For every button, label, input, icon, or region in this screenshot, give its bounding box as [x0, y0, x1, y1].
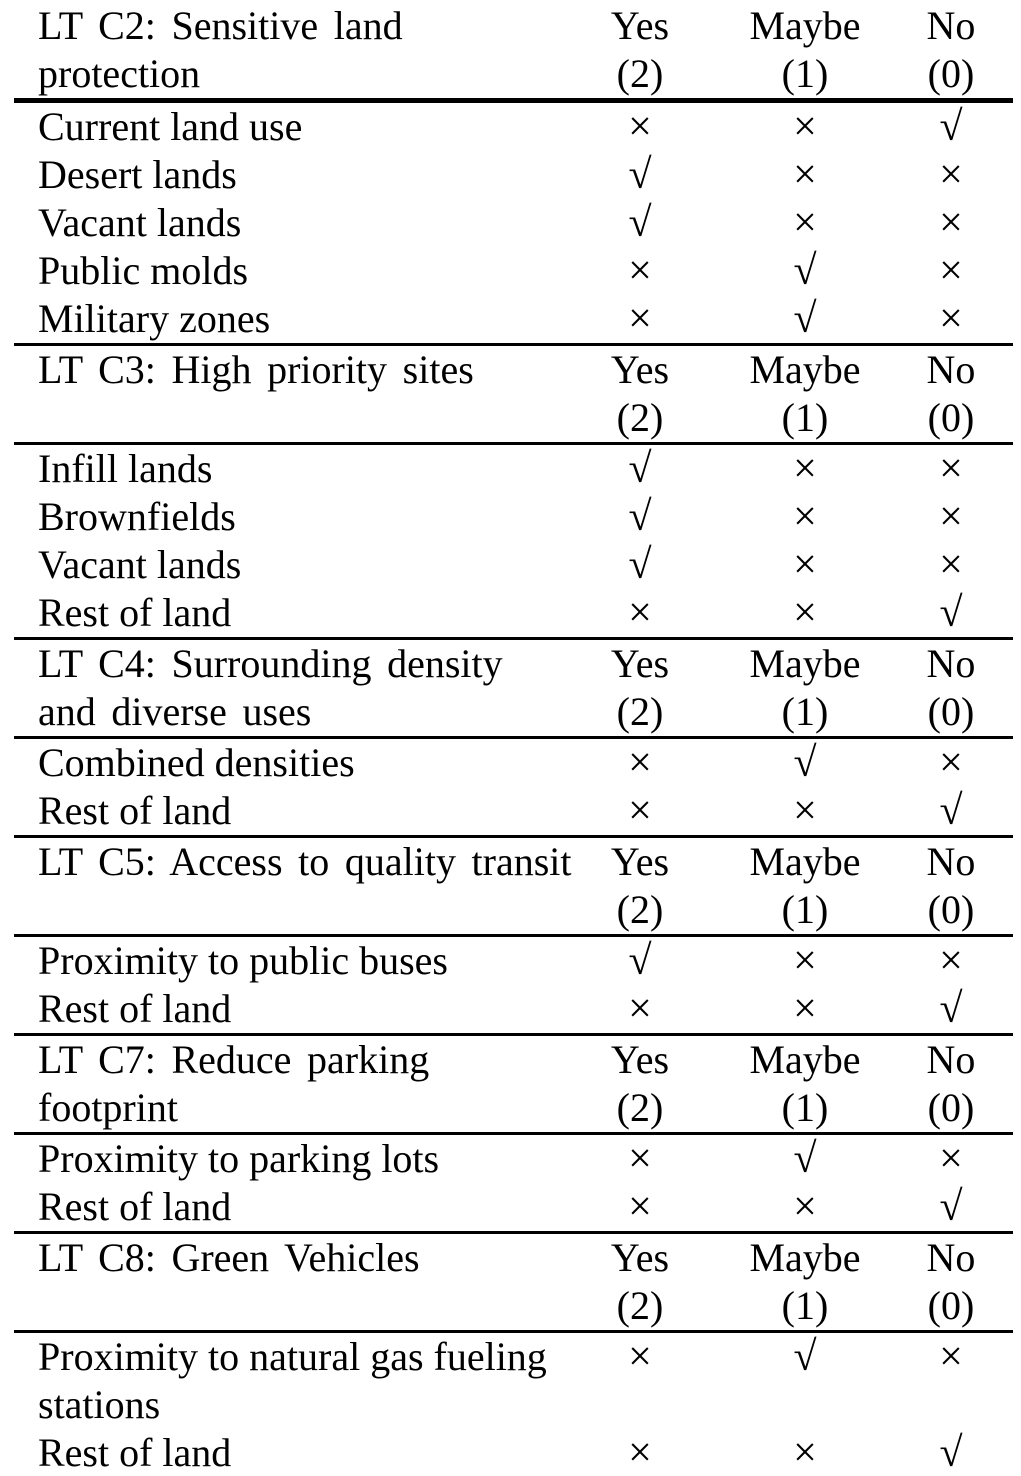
section-header: [0, 1234, 1021, 1330]
answer-column-label: No: [926, 641, 976, 686]
mark-cross: [705, 1429, 905, 1476]
section-title: LT C3: High priority sites: [38, 347, 474, 392]
answer-column-header: [905, 346, 1021, 442]
cross-icon: ×: [939, 296, 963, 342]
mark-check: [705, 1333, 905, 1381]
cross-icon: ×: [793, 542, 817, 588]
answer-column-score: (0): [927, 51, 975, 96]
answer-column-label: No: [926, 1037, 976, 1082]
row-label: Rest of land: [38, 1430, 232, 1475]
answer-column-label: Yes: [610, 1037, 670, 1082]
check-icon: √: [793, 296, 817, 342]
check-icon: √: [939, 590, 963, 636]
table-row: [0, 1333, 1021, 1429]
check-icon: √: [628, 152, 652, 198]
answer-column-score: (0): [927, 395, 975, 440]
answer-column-label: No: [926, 3, 976, 48]
answer-column-header: [575, 838, 705, 934]
table-row: [0, 199, 1021, 247]
table-row: [0, 541, 1021, 589]
row-label: Military zones: [38, 296, 271, 341]
answer-column-header: [705, 346, 905, 442]
answer-column-header: [905, 640, 1021, 736]
mark-check: [575, 493, 705, 541]
check-icon: √: [939, 1184, 963, 1230]
table-row: [0, 1135, 1021, 1183]
answer-column-score: (2): [616, 887, 664, 932]
table-row: [0, 445, 1021, 493]
mark-cross: [905, 247, 1021, 295]
cross-icon: ×: [793, 152, 817, 198]
cross-icon: ×: [939, 152, 963, 198]
cross-icon: ×: [793, 590, 817, 636]
table-row: [0, 151, 1021, 199]
table-row: [0, 937, 1021, 985]
mark-cross: [905, 199, 1021, 247]
mark-cross: [705, 937, 905, 985]
cross-icon: ×: [628, 740, 652, 786]
answer-column-score: (1): [781, 1283, 829, 1328]
section-header: [0, 1036, 1021, 1132]
row-label: Current land use: [38, 104, 303, 149]
mark-cross: [905, 541, 1021, 589]
cross-icon: ×: [939, 1136, 963, 1182]
row-label: Proximity to natural gas fueling stations: [38, 1334, 547, 1427]
answer-column-score: (1): [781, 1085, 829, 1130]
answer-column-score: (1): [781, 51, 829, 96]
criteria-section: [0, 2, 1021, 346]
mark-check: [905, 1183, 1021, 1231]
cross-icon: ×: [628, 590, 652, 636]
mark-cross: [705, 103, 905, 151]
answer-column-label: No: [926, 347, 976, 392]
answer-column-label: Maybe: [749, 641, 861, 686]
mark-cross: [705, 787, 905, 835]
section-header: [0, 838, 1021, 934]
section-title: LT C7: Reduce parking footprint: [38, 1037, 430, 1130]
mark-check: [905, 103, 1021, 151]
cross-icon: ×: [628, 1136, 652, 1182]
cross-icon: ×: [939, 542, 963, 588]
cross-icon: ×: [939, 200, 963, 246]
mark-cross: [705, 445, 905, 493]
table-row: [0, 1429, 1021, 1476]
table-row: [0, 787, 1021, 835]
answer-column-header: [905, 1234, 1021, 1330]
cross-icon: ×: [793, 986, 817, 1032]
section-header: [0, 640, 1021, 736]
table-row: [0, 985, 1021, 1033]
mark-cross: [575, 247, 705, 295]
answer-column-label: No: [926, 1235, 976, 1280]
check-icon: √: [628, 494, 652, 540]
row-label: Rest of land: [38, 986, 232, 1031]
answer-column-label: Yes: [610, 3, 670, 48]
mark-check: [575, 151, 705, 199]
table-row: [0, 295, 1021, 343]
answer-column-header: [905, 2, 1021, 98]
mark-cross: [905, 1333, 1021, 1381]
answer-column-label: Maybe: [749, 347, 861, 392]
section-header: [0, 2, 1021, 98]
answer-column-label: Yes: [610, 839, 670, 884]
answer-column-header: [575, 346, 705, 442]
mark-cross: [705, 1183, 905, 1231]
mark-cross: [575, 787, 705, 835]
cross-icon: ×: [793, 104, 817, 150]
check-icon: √: [793, 1136, 817, 1182]
cross-icon: ×: [628, 248, 652, 294]
cross-icon: ×: [939, 248, 963, 294]
answer-column-label: Maybe: [749, 839, 861, 884]
mark-cross: [575, 1135, 705, 1183]
table-row: [0, 103, 1021, 151]
answer-column-label: Yes: [610, 347, 670, 392]
answer-column-label: Yes: [610, 1235, 670, 1280]
answer-column-score: (2): [616, 689, 664, 734]
cross-icon: ×: [939, 740, 963, 786]
mark-cross: [705, 493, 905, 541]
answer-column-label: Yes: [610, 641, 670, 686]
row-label: Combined densities: [38, 740, 355, 785]
answer-column-label: Maybe: [749, 1235, 861, 1280]
cross-icon: ×: [793, 1430, 817, 1476]
answer-column-header: [575, 1234, 705, 1330]
row-label: Proximity to parking lots: [38, 1136, 440, 1181]
criteria-section: [0, 1234, 1021, 1476]
cross-icon: ×: [628, 1430, 652, 1476]
check-icon: √: [793, 1334, 817, 1380]
cross-icon: ×: [939, 1334, 963, 1380]
answer-column-score: (1): [781, 887, 829, 932]
answer-column-score: (1): [781, 689, 829, 734]
cross-icon: ×: [628, 788, 652, 834]
cross-icon: ×: [793, 446, 817, 492]
check-icon: √: [939, 104, 963, 150]
row-label: Rest of land: [38, 590, 232, 635]
table-row: [0, 247, 1021, 295]
answer-column-label: Maybe: [749, 3, 861, 48]
check-icon: √: [939, 788, 963, 834]
criteria-section: [0, 346, 1021, 640]
answer-column-score: (2): [616, 1283, 664, 1328]
mark-cross: [905, 151, 1021, 199]
row-label: Vacant lands: [38, 542, 242, 587]
check-icon: √: [628, 446, 652, 492]
row-label: Rest of land: [38, 788, 232, 833]
mark-cross: [705, 151, 905, 199]
mark-check: [705, 739, 905, 787]
row-label: Public molds: [38, 248, 249, 293]
mark-check: [575, 541, 705, 589]
mark-check: [575, 199, 705, 247]
answer-column-score: (1): [781, 395, 829, 440]
answer-column-label: Maybe: [749, 1037, 861, 1082]
mark-cross: [575, 739, 705, 787]
answer-column-score: (0): [927, 887, 975, 932]
mark-check: [905, 985, 1021, 1033]
cross-icon: ×: [793, 494, 817, 540]
mark-cross: [705, 589, 905, 637]
cross-icon: ×: [793, 1184, 817, 1230]
mark-cross: [575, 1333, 705, 1381]
table-row: [0, 589, 1021, 637]
criteria-section: [0, 1036, 1021, 1234]
check-icon: √: [628, 542, 652, 588]
criteria-table: [0, 2, 1021, 1476]
check-icon: √: [628, 938, 652, 984]
answer-column-score: (0): [927, 1283, 975, 1328]
criteria-section: [0, 640, 1021, 838]
answer-column-header: [705, 640, 905, 736]
answer-column-header: [705, 1036, 905, 1132]
mark-cross: [905, 937, 1021, 985]
mark-check: [905, 589, 1021, 637]
mark-cross: [575, 589, 705, 637]
table-row: [0, 739, 1021, 787]
mark-cross: [575, 985, 705, 1033]
cross-icon: ×: [628, 1334, 652, 1380]
answer-column-header: [705, 1234, 905, 1330]
section-header: [0, 346, 1021, 442]
mark-cross: [575, 1429, 705, 1476]
answer-column-header: [575, 1036, 705, 1132]
cross-icon: ×: [939, 446, 963, 492]
cross-icon: ×: [939, 938, 963, 984]
answer-column-header: [575, 2, 705, 98]
mark-cross: [705, 199, 905, 247]
check-icon: √: [628, 200, 652, 246]
check-icon: √: [939, 986, 963, 1032]
mark-check: [575, 445, 705, 493]
table-row: [0, 493, 1021, 541]
section-title: LT C4: Surrounding density and diverse uses: [38, 641, 503, 734]
mark-cross: [575, 103, 705, 151]
mark-check: [705, 1135, 905, 1183]
mark-cross: [905, 1135, 1021, 1183]
row-label: Rest of land: [38, 1184, 232, 1229]
cross-icon: ×: [628, 104, 652, 150]
section-title: LT C2: Sensitive land protection: [38, 3, 403, 96]
row-label: Vacant lands: [38, 200, 242, 245]
mark-check: [905, 787, 1021, 835]
check-icon: √: [939, 1430, 963, 1476]
mark-cross: [575, 295, 705, 343]
row-label: Proximity to public buses: [38, 938, 448, 983]
answer-column-score: (0): [927, 689, 975, 734]
answer-column-header: [705, 2, 905, 98]
mark-cross: [705, 541, 905, 589]
check-icon: √: [793, 248, 817, 294]
cross-icon: ×: [628, 1184, 652, 1230]
cross-icon: ×: [793, 788, 817, 834]
answer-column-score: (2): [616, 395, 664, 440]
mark-check: [705, 247, 905, 295]
cross-icon: ×: [939, 494, 963, 540]
answer-column-score: (0): [927, 1085, 975, 1130]
answer-column-header: [575, 640, 705, 736]
row-label: Brownfields: [38, 494, 236, 539]
mark-check: [905, 1429, 1021, 1476]
table-row: [0, 1183, 1021, 1231]
section-title: LT C5: Access to quality transit: [38, 839, 572, 884]
row-label: Desert lands: [38, 152, 237, 197]
check-icon: √: [793, 740, 817, 786]
row-label: Infill lands: [38, 446, 213, 491]
answer-column-header: [905, 1036, 1021, 1132]
section-title: LT C8: Green Vehicles: [38, 1235, 420, 1280]
mark-cross: [705, 985, 905, 1033]
answer-column-header: [905, 838, 1021, 934]
mark-cross: [905, 295, 1021, 343]
answer-column-score: (2): [616, 51, 664, 96]
answer-column-label: No: [926, 839, 976, 884]
answer-column-score: (2): [616, 1085, 664, 1130]
mark-cross: [905, 445, 1021, 493]
cross-icon: ×: [628, 296, 652, 342]
cross-icon: ×: [793, 938, 817, 984]
mark-check: [575, 937, 705, 985]
criteria-section: [0, 838, 1021, 1036]
cross-icon: ×: [628, 986, 652, 1032]
answer-column-header: [705, 838, 905, 934]
mark-cross: [575, 1183, 705, 1231]
mark-cross: [905, 739, 1021, 787]
mark-check: [705, 295, 905, 343]
mark-cross: [905, 493, 1021, 541]
cross-icon: ×: [793, 200, 817, 246]
